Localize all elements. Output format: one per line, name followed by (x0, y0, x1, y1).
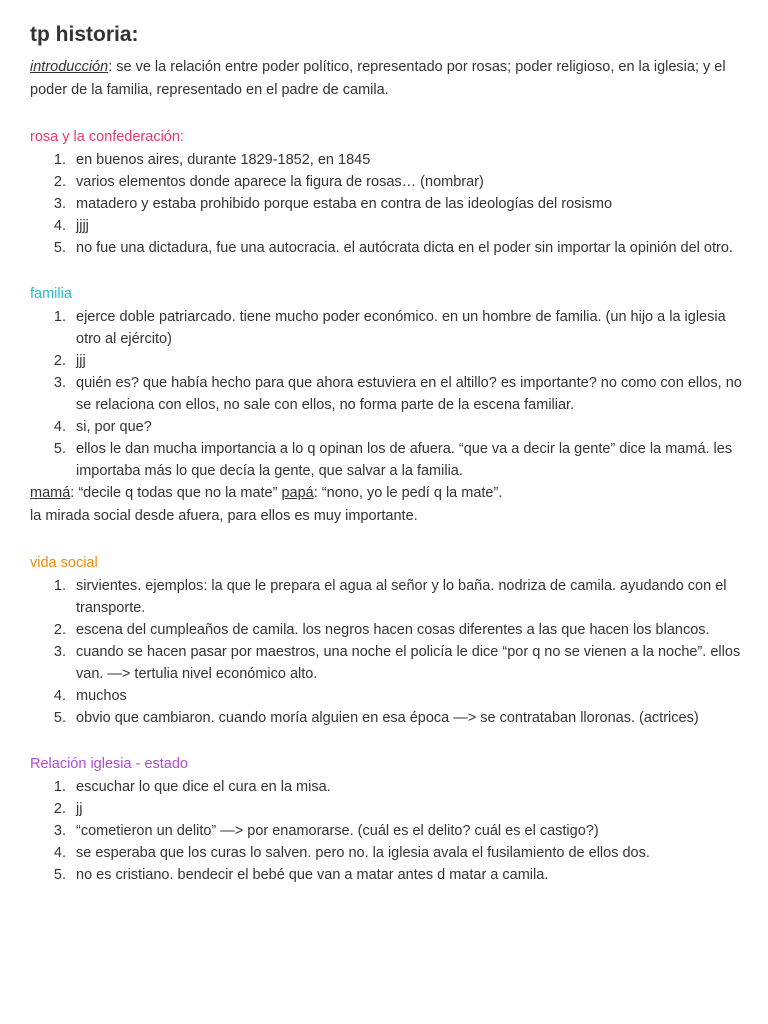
item-text: jjjj (76, 218, 89, 234)
list-rosa (30, 149, 742, 259)
list-item (30, 707, 742, 729)
mama-quote: : “decile q todas que no la mate” (70, 485, 282, 501)
item-number: 3. (53, 823, 66, 839)
item-number: 1. (53, 309, 66, 325)
item-text: si, por que? (76, 419, 152, 435)
section-vida-social (30, 552, 742, 729)
item-number: 4. (53, 419, 66, 435)
list-item (30, 798, 742, 820)
item-number: 4. (53, 218, 66, 234)
list-item (30, 438, 742, 482)
item-number: 3. (53, 196, 66, 212)
intro-label: introducción (30, 59, 109, 75)
item-text: jj (76, 801, 83, 817)
item-text: varios elementos donde aparece la figura de rosas… (nombrar) (76, 174, 484, 190)
list-item (30, 575, 742, 619)
intro-text: : se ve la relación entre poder político, representado por rosas; poder religioso, en la iglesia; y el poder de la familia, representado en el padre de camila. (30, 59, 726, 98)
list-item (30, 641, 742, 685)
item-text: escena del cumpleaños de camila. los negros hacen cosas diferentes a las que hacen los blancos. (76, 622, 710, 638)
list-item (30, 776, 742, 798)
list-item (30, 842, 742, 864)
item-number: 2. (53, 174, 66, 190)
item-number: 4. (53, 845, 66, 861)
item-text: “cometieron un delito” —> por enamorarse. (cuál es el delito? cuál es el castigo?) (76, 823, 599, 839)
item-text: jjj (76, 353, 86, 369)
item-text: ellos le dan mucha importancia a lo q opinan los de afuera. “que va a decir la gente” dice la mamá. les importaba más lo que decía la gente, que salvar a la familia. (76, 441, 733, 479)
item-text: obvio que cambiaron. cuando moría alguien en esa época —> se contrataban lloronas. (actrices) (76, 710, 699, 726)
item-number: 3. (53, 375, 66, 391)
list-vida-social (30, 575, 742, 729)
section-rosa (30, 126, 742, 259)
item-text: escuchar lo que dice el cura en la misa. (76, 779, 331, 795)
item-number: 5. (53, 867, 66, 883)
list-familia (30, 306, 742, 482)
item-number: 1. (53, 152, 66, 168)
list-item (30, 416, 742, 438)
list-item (30, 237, 742, 259)
item-text: en buenos aires, durante 1829-1852, en 1845 (76, 152, 371, 168)
item-number: 2. (53, 801, 66, 817)
item-text: no fue una dictadura, fue una autocracia. el autócrata dicta en el poder sin importar la opinión del otro. (76, 240, 733, 256)
item-text: se esperaba que los curas lo salven. pero no. la iglesia avala el fusilamiento de ellos dos. (76, 845, 650, 861)
item-text: matadero y estaba prohibido porque estaba en contra de las ideologías del rosismo (76, 196, 613, 212)
list-item (30, 864, 742, 886)
list-item (30, 619, 742, 641)
section-title-vida-social: vida social (30, 555, 98, 571)
item-text: cuando se hacen pasar por maestros, una noche el policía le dice “por q no se vienen a la noche”. ellos van. —> tertulia nivel económico alto. (76, 644, 741, 682)
mama-label: mamá (30, 485, 71, 501)
item-number: 2. (53, 622, 66, 638)
list-item (30, 193, 742, 215)
document (30, 20, 742, 886)
item-number: 5. (53, 240, 66, 256)
section-familia (30, 283, 742, 528)
section-iglesia-estado (30, 753, 742, 886)
quote-line (30, 482, 742, 505)
section-title-rosa: rosa y la confederación: (30, 129, 184, 145)
list-item (30, 149, 742, 171)
papa-label: papá (281, 485, 314, 501)
item-number: 4. (53, 688, 66, 704)
page-title: tp historia: (30, 23, 139, 46)
item-text: muchos (76, 688, 127, 704)
list-item (30, 685, 742, 707)
item-number: 2. (53, 353, 66, 369)
list-item (30, 171, 742, 193)
section-title-familia: familia (30, 286, 72, 302)
list-item (30, 372, 742, 416)
item-text: sirvientes. ejemplos: la que le prepara el agua al señor y lo baña. nodriza de camila. ayudando con el transporte. (76, 578, 727, 616)
section-title-iglesia-estado: Relación iglesia - estado (30, 756, 188, 772)
papa-quote: : “nono, yo le pedí q la mate”. (313, 485, 503, 501)
item-number: 5. (53, 710, 66, 726)
item-text: quién es? que había hecho para que ahora estuviera en el altillo? es importante? no como con ellos, no se relaciona con ellos, no sale con ellos, no forma parte de la escena familiar. (76, 375, 742, 413)
intro-paragraph (30, 56, 742, 102)
item-number: 3. (53, 644, 66, 660)
item-number: 1. (53, 578, 66, 594)
item-number: 1. (53, 779, 66, 795)
list-item (30, 350, 742, 372)
list-item (30, 820, 742, 842)
item-text: no es cristiano. bendecir el bebé que van a matar antes d matar a camila. (76, 867, 549, 883)
list-item (30, 215, 742, 237)
list-iglesia-estado (30, 776, 742, 886)
list-item (30, 306, 742, 350)
item-text: ejerce doble patriarcado. tiene mucho poder económico. en un hombre de familia. (un hijo a la iglesia otro al ejército) (76, 309, 726, 347)
item-number: 5. (53, 441, 66, 457)
mirada-line: la mirada social desde afuera, para ellos es muy importante. (30, 508, 418, 524)
